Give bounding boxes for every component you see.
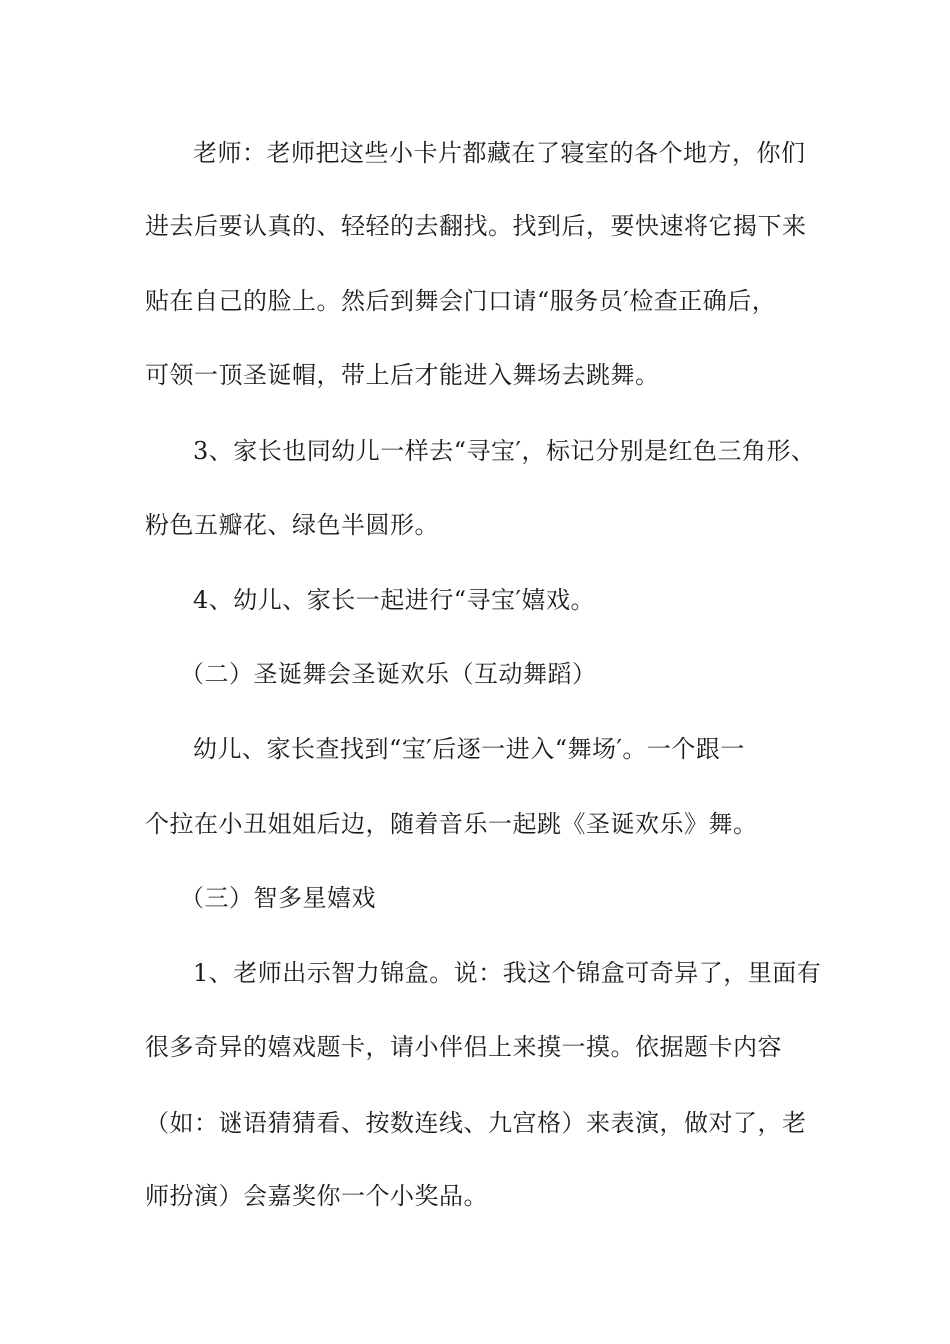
- paragraph-line-14: （如：谜语猜猜看、按数连线、九宫格）来表演，做对了，老: [145, 1109, 807, 1137]
- section-heading-3: （三）智多星嬉戏: [180, 884, 376, 912]
- paragraph-line-4: 可领一顶圣诞帽，带上后才能进入舞场去跳舞。: [145, 361, 660, 389]
- paragraph-line-10: 个拉在小丑姐姐后边，随着音乐一起跳《圣诞欢乐》舞。: [145, 810, 758, 838]
- paragraph-line-1: 老师：老师把这些小卡片都藏在了寝室的各个地方，你们: [193, 139, 806, 167]
- paragraph-line-2: 进去后要认真的、轻轻的去翻找。找到后，要快速将它揭下来: [145, 212, 807, 240]
- paragraph-line-15: 师扮演）会嘉奖你一个小奖品。: [145, 1182, 488, 1210]
- paragraph-line-7: 4、幼儿、家长一起进行“寻宝′嬉戏。: [193, 586, 595, 614]
- paragraph-line-13: 很多奇异的嬉戏题卡，请小伴侣上来摸一摸。依据题卡内容: [145, 1033, 782, 1061]
- paragraph-line-6: 粉色五瓣花、绿色半圆形。: [145, 511, 439, 539]
- paragraph-line-9: 幼儿、家长查找到“宝′后逐一进入“舞场′。一个跟一: [193, 735, 745, 763]
- section-heading-2: （二）圣诞舞会圣诞欢乐（互动舞蹈）: [180, 660, 597, 688]
- paragraph-line-5: 3、家长也同幼儿一样去“寻宝′，标记分别是红色三角形、: [193, 437, 816, 465]
- paragraph-line-12: 1、老师出示智力锦盒。说：我这个锦盒可奇异了，里面有: [193, 959, 822, 987]
- paragraph-line-3: 贴在自己的脸上。然后到舞会门口请“服务员′检查正确后，: [145, 287, 777, 315]
